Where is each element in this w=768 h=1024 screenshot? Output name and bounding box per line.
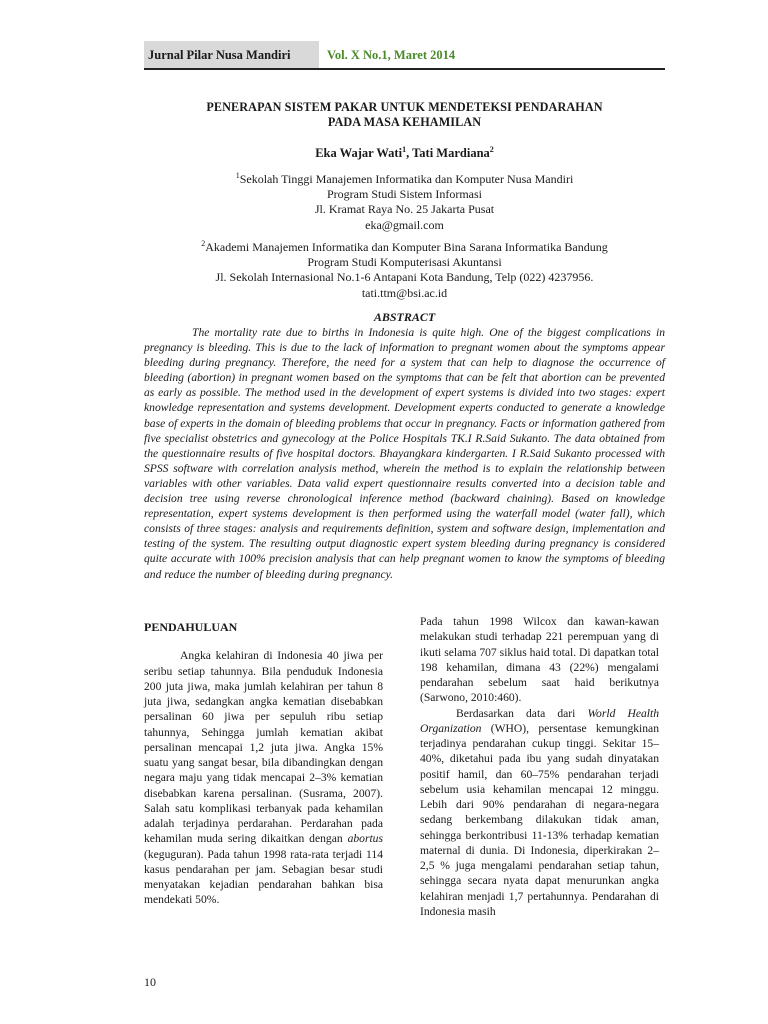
author-separator: , — [406, 146, 413, 160]
affiliation-2-institution: Akademi Manajemen Informatika dan Komputer Bina Sarana Informatika Bandung — [205, 240, 608, 254]
body-paragraph-3-italic: World Health Organization — [420, 706, 660, 735]
intro-paragraph-1-text: Angka kelahiran di Indonesia 40 jiwa per seribu setiap tahunnya. Bila penduduk Indonesia 200 juta jiwa, maka jumlah kelahiran per tahun 8 juta jiwa, sedangkan angka kematian disebabkan persalinan 60 jiwa per sepuluh ribu setiap tahunnya, Sehingga jumlah kematian akibat persalinan mencapai 1,2 juta jiwa. Angka 15% suatu yang sangat besar, bila dibandingkan dengan negara maju yang tidak mencapai 2–3% kematian disebabkan karena persalinan. (Susrama, 2007). Salah satu komplikasi terbanyak pada kehamilan adalah terjadinya perdarahan. Perdarahan pada kehamilan muda sering dikaitkan dengan — [144, 649, 383, 846]
title-line-2: PADA MASA KEHAMILAN — [327, 115, 482, 129]
body-paragraph-3 — [420, 706, 659, 920]
journal-name: Jurnal Pilar Nusa Mandiri — [144, 41, 319, 69]
header-rule — [144, 68, 665, 70]
affiliation-1-email: eka@gmail.com — [365, 217, 444, 232]
body-paragraph-3-text: Berdasarkan data dari — [456, 706, 576, 720]
affiliation-1-institution: Sekolah Tinggi Manajemen Informatika dan Komputer Nusa Mandiri — [239, 172, 574, 186]
journal-volume: Vol. X No.1, Maret 2014 — [327, 48, 456, 62]
affiliation-1-program: Program Studi Sistem Informasi — [327, 187, 482, 202]
intro-paragraph-1-italic: abortus — [347, 832, 383, 846]
intro-paragraph-1-text-cont: (keguguran). Pada tahun 1998 rata-rata terjadi 114 kasus pendarahan per jam. Sebagian besar studi menyatakan kejadian pendarahan bahkan bisa mendekati 50%. — [144, 847, 383, 907]
author-2: Tati Mardiana — [412, 146, 490, 160]
body-paragraph-3-text-cont: (WHO), persentase kemungkinan terjadinya pendarahan cukup tinggi. Sekitar 15–40%, diketahui pada ibu yang sudah dinyatakan positif hamil, dan 60–75% pendarahan terjadi sebelum usia kehamilan mencapai 12 minggu. Lebih dari 90% pendarahan di negara-negara sedang berkembang dilakukan tidak aman, sehingga berkontribusi 11-13% terhadap kematian maternal di dunia. Di Indonesia, diperkirakan 2–2,5 % juga mengalami pendarahan setiap tahun, sehingga secara nyata dapat menurunkan angka kelahiran menjadi 1,7 pertahunnya. Pendarahan di Indonesia masih — [420, 721, 659, 918]
body-paragraph-2: Pada tahun 1998 Wilcox dan kawan-kawan melakukan studi terhadap 221 perempuan yang di ikuti selama 707 siklus haid total. Di dapatkan total 198 kehamilan, dimana 43 (22%) mengalami pendarahan sebelum saat haid berikutnya (Sarwono, 2010:460). — [420, 615, 659, 705]
abstract-heading: ABSTRACT — [373, 310, 436, 324]
affiliation-2-program: Program Studi Komputerisasi Akuntansi — [307, 255, 502, 270]
affiliation-2-email: tati.ttm@bsi.ac.id — [361, 285, 448, 300]
affiliation-2 — [144, 240, 665, 301]
paper-title — [144, 100, 665, 130]
author-1-sup: 1 — [402, 144, 407, 154]
abstract-text: The mortality rate due to births in Indonesia is quite high. One of the biggest complications in pregnancy is bleeding. This is due to the lack of information to pregnant women about the symptoms appear bleeding during pregnancy. Therefore, the need for a system that can help to diagnose the occurrence of bleeding (abortion) in pregnant women based on the symptoms that can be felt that abortion can be prevented as early as possible. The method used in the development of expert systems is divided into two stages: expert knowledge representation and systems development. Development experts conducted to generate a knowledge base of experts in the domain of bleeding problems that occur in pregnancy. Facts or information gathered from five specialist obstetrics and gynecology at the Police Hospitals TK.I R.Said Sukanto. The data obtained from the questionnaire results of five hospital doctors. Bhayangkara kindergarten. I R.Said Sukanto processed with SPSS software with correlation analysis method, wherein the method is to explain the relationship between variables with other variables. Data valid expert questionnaire results converted into a decision table and decision tree using reverse chronological inference method (backward chaining). Based on knowledge representation, expert systems development is then performed using the waterfall model (water fall), which consists of three stages: analysis and requirements definition, system and software design, implementation and testing of the system. The resulting output diagnostic expert system bleeding during pregnancy is considered quite accurate with 100% precision analysis that can help pregnant women to know the symptoms of bleeding and reduce the number of bleeding during pregnancy. — [144, 326, 665, 581]
affiliation-2-address: Jl. Sekolah Internasional No.1-6 Antapani Kota Bandung, Telp (022) 4237956. — [215, 270, 594, 285]
body-column-right — [420, 614, 659, 919]
affiliation-2-sup: 2 — [201, 239, 206, 248]
body-column-left — [144, 614, 383, 908]
affiliation-1-sup: 1 — [235, 171, 240, 180]
author-1: Eka Wajar Wati — [315, 146, 403, 160]
intro-paragraph-1 — [144, 648, 383, 907]
page-number: 10 — [144, 975, 156, 989]
affiliation-1 — [144, 172, 665, 233]
title-line-1: PENERAPAN SISTEM PAKAR UNTUK MENDETEKSI PENDARAHAN — [206, 100, 603, 114]
author-2-sup: 2 — [489, 144, 494, 154]
affiliation-1-address: Jl. Kramat Raya No. 25 Jakarta Pusat — [314, 202, 495, 217]
section-heading: PENDAHULUAN — [144, 620, 238, 634]
author-line — [144, 146, 665, 161]
journal-header — [144, 41, 665, 69]
